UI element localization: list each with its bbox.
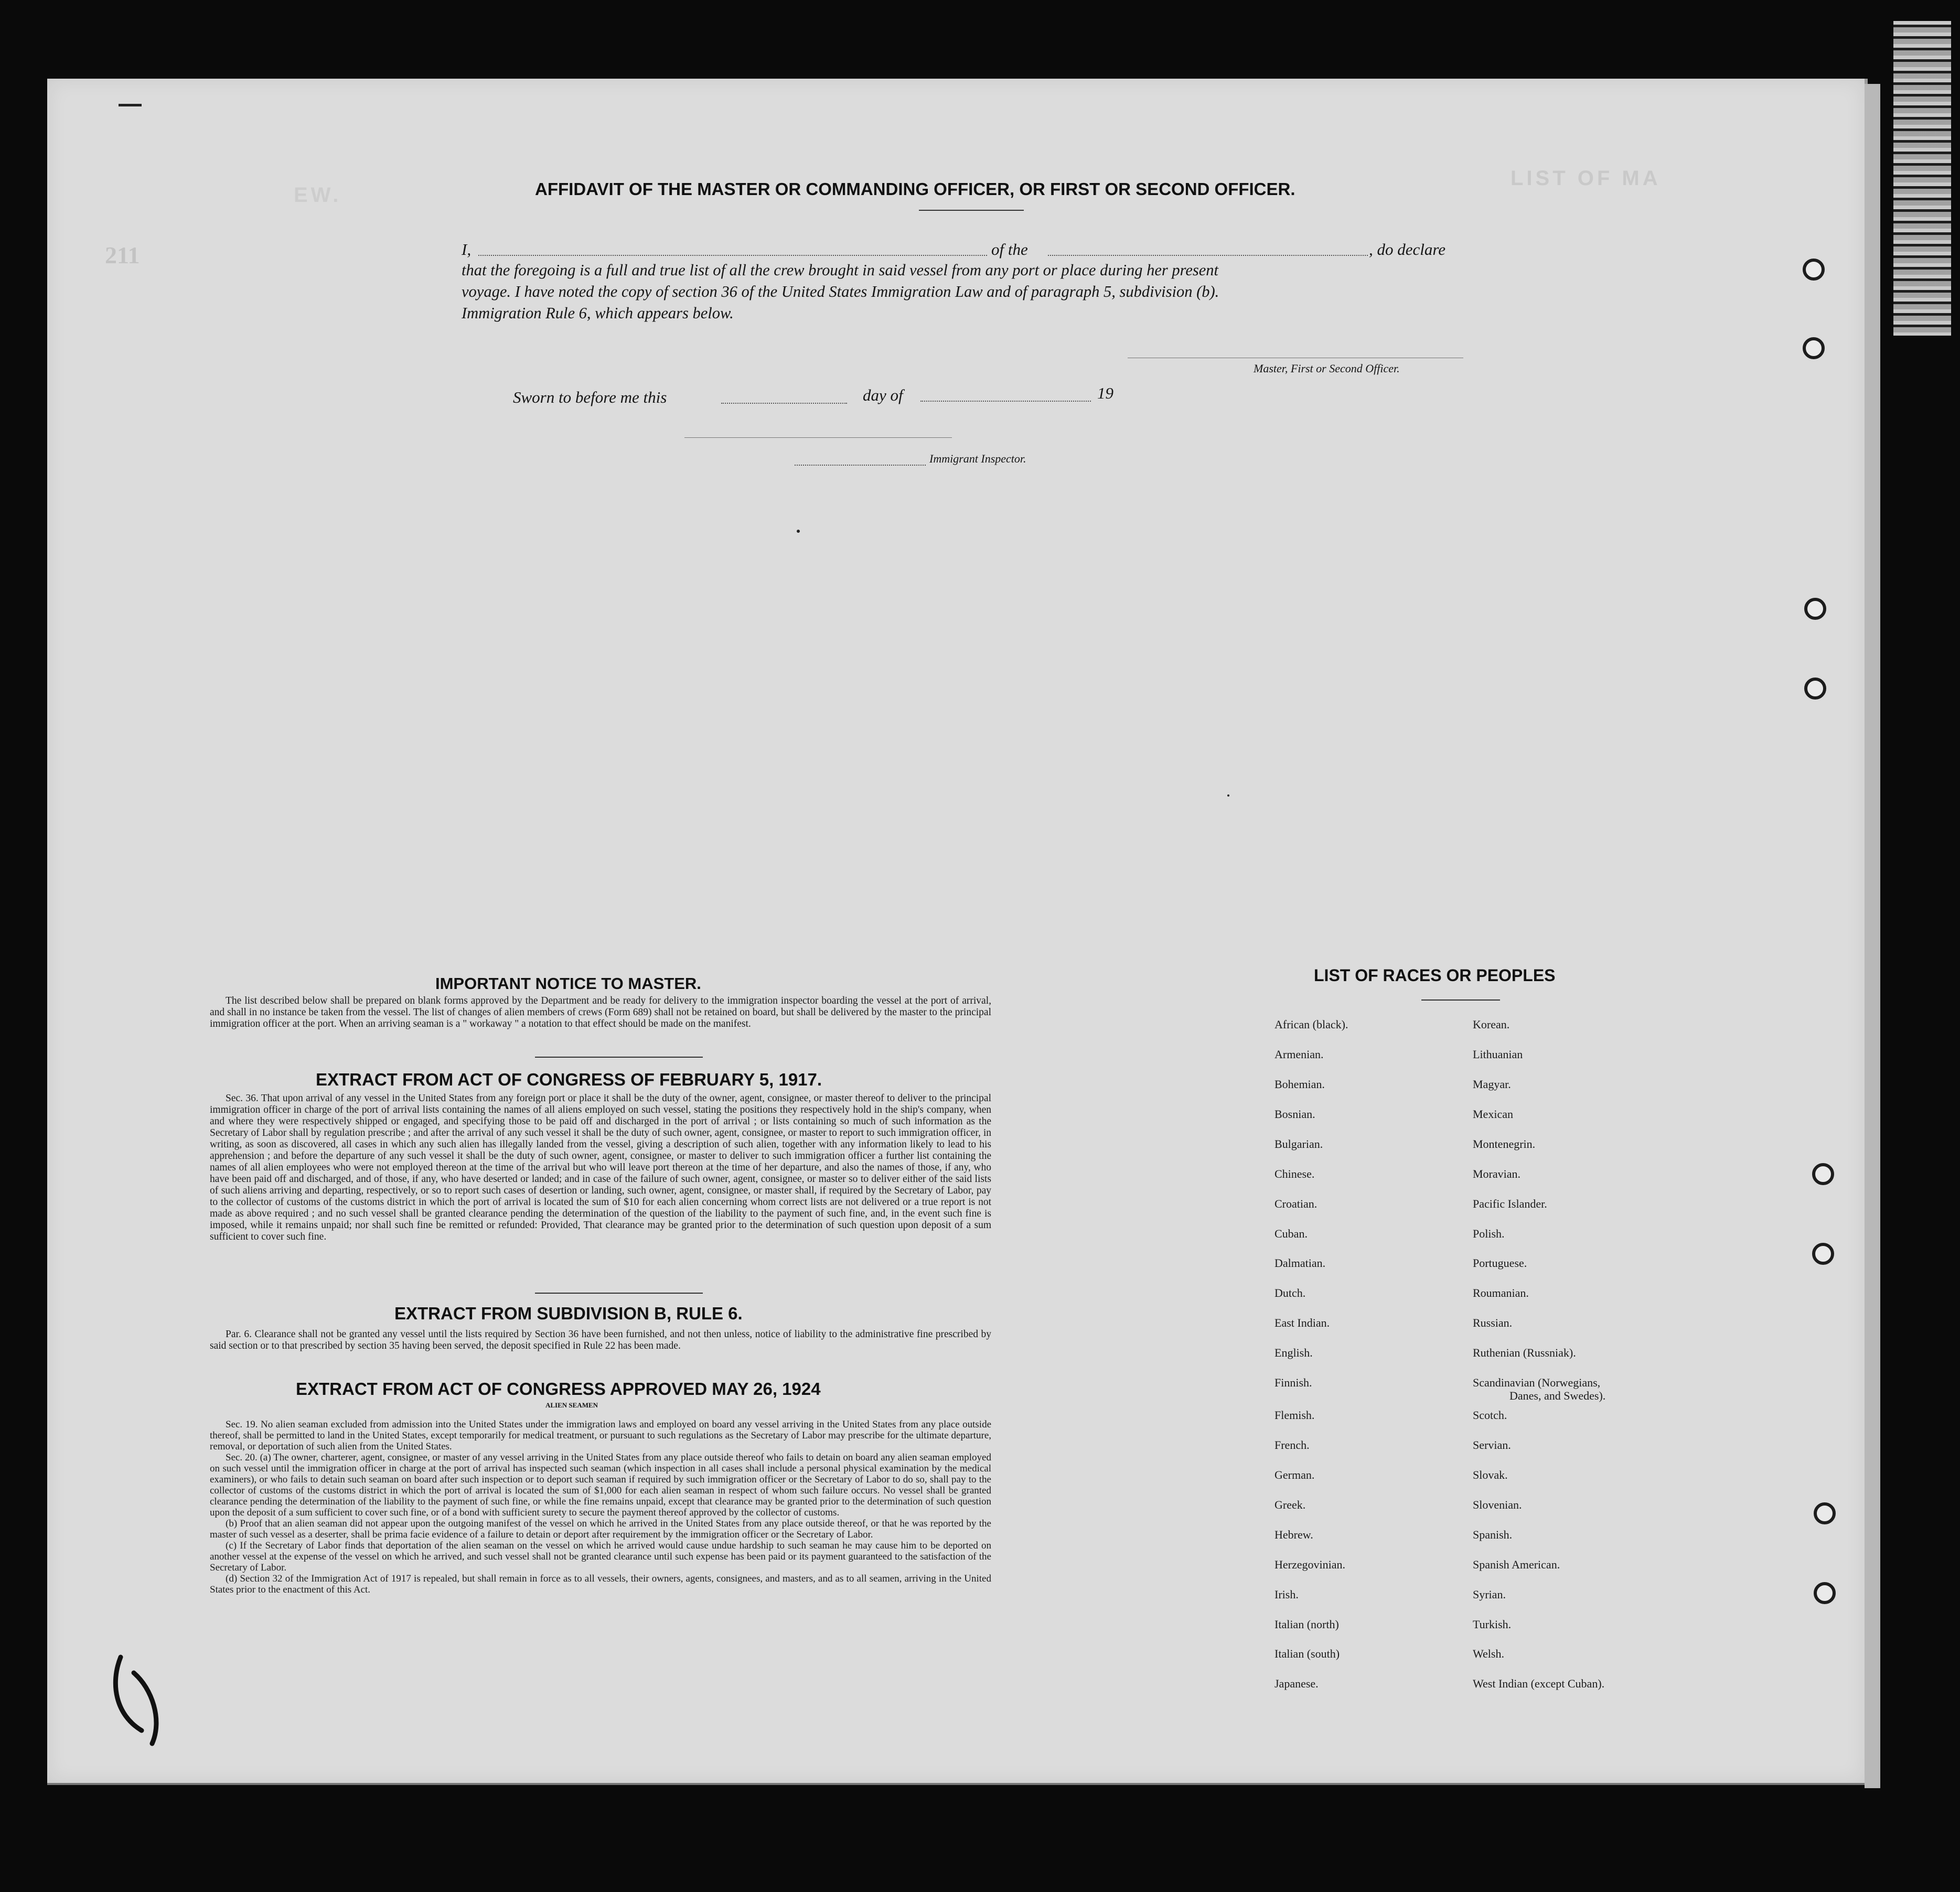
race-item: Cuban. <box>1274 1227 1308 1240</box>
par-6-paragraph: Par. 6. Clearance shall not be granted any vessel until the lists required by Section 36 have been furnished, and not then unless, notice of liability to the administrative fine prescribed by said section or to that prescribed by section 35 having been served, the deposit specified in Rule 22 has been made. <box>210 1329 991 1351</box>
affidavit-of-the: of the <box>991 240 1028 259</box>
race-item: Italian (north) <box>1274 1618 1339 1631</box>
race-item: Magyar. <box>1473 1078 1511 1091</box>
races-title: LIST OF RACES OR PEOPLES <box>1314 966 1556 985</box>
year-text: 19 <box>1097 384 1113 402</box>
binder-hole <box>1812 1163 1834 1185</box>
race-item: Japanese. <box>1274 1677 1319 1690</box>
page-edge <box>1865 84 1880 1788</box>
sworn-text: Sworn to before me this <box>513 388 667 406</box>
binder-hole <box>1804 678 1826 700</box>
binder-hole <box>1814 1582 1836 1604</box>
notice-paragraph: The list described below shall be prepared on blank forms approved by the Department and be ready for delivery to the immigration inspector boarding the vessel at the port of arrival, and shall in no instance be taken from the vessel. The list of changes of alien members of crews (Form 689) shall not be retained on board, but shall be delivered by the master to the principal immigration officer at the port. When an arriving seaman is a " workaway " a notation to that effect should be made on the manifest. <box>210 995 991 1029</box>
margin-mark <box>119 104 142 106</box>
race-item: Croatian. <box>1274 1197 1318 1210</box>
affidavit-line-2: that the foregoing is a full and true list of all the crew brought in said vessel from any port or place during her present <box>462 261 1219 279</box>
race-item: Lithuanian <box>1473 1048 1523 1061</box>
race-item: Scandinavian (Norwegians, <box>1473 1376 1601 1389</box>
sec-20c-paragraph: (c) If the Secretary of Labor finds that deportation of the alien seaman on the vessel on which he arrived would cause undue hardship to such seaman he may cause him to be deported on another vessel at the expense of the vessel on which he arrived, and such vessel shall not be granted clearance until such expense has been paid or its payment guaranteed to the satisfaction of the Secretary of Labor. <box>210 1540 991 1573</box>
binder-hole <box>1804 598 1826 620</box>
race-item: Korean. <box>1473 1018 1510 1031</box>
race-item: Spanish. <box>1473 1528 1513 1541</box>
section-rule <box>535 1057 703 1058</box>
race-item: West Indian (except Cuban). <box>1473 1677 1605 1690</box>
race-item: Dutch. <box>1274 1286 1306 1299</box>
binder-hole <box>1803 337 1825 359</box>
race-item: Bulgarian. <box>1274 1137 1323 1151</box>
page-speck <box>797 530 800 533</box>
race-item: Chinese. <box>1274 1167 1315 1180</box>
torn-edge-strip <box>1893 21 1951 336</box>
race-item: Dalmatian. <box>1274 1256 1326 1270</box>
inspector-line-2[interactable] <box>795 465 926 466</box>
races-title-rule <box>1421 999 1500 1001</box>
race-item: Bohemian. <box>1274 1078 1325 1091</box>
race-item: Portuguese. <box>1473 1256 1527 1270</box>
race-item: Moravian. <box>1473 1167 1521 1180</box>
binder-hole <box>1814 1502 1836 1524</box>
master-label: Master, First or Second Officer. <box>1254 362 1400 375</box>
bleed-through-number: 211 <box>105 242 140 268</box>
race-item: Irish. <box>1274 1588 1299 1601</box>
race-item: Spanish American. <box>1473 1558 1560 1571</box>
extract-1917-title: EXTRACT FROM ACT OF CONGRESS OF FEBRUARY 5, 1917. <box>316 1070 822 1089</box>
affidavit-i: I, <box>462 240 472 259</box>
race-item: Roumanian. <box>1473 1286 1529 1299</box>
race-item: Flemish. <box>1274 1409 1315 1422</box>
race-item: Scotch. <box>1473 1409 1507 1422</box>
race-item: Turkish. <box>1473 1618 1512 1631</box>
affidavit-line-3: voyage. I have noted the copy of section 36 of the United States Immigration Law and of paragraph 5, subdivision (b). <box>462 283 1219 300</box>
sec-20a-paragraph: Sec. 20. (a) The owner, charterer, agent, consignee, or master of any vessel arriving in the United States from any place outside thereof who fails to detain on board any alien seaman employed on such vessel until the immigration officer in charge at the port of arrival has inspected such seaman (which inspection in all cases shall include a personal physical examination by the medical examiners), or who fails to detain such seaman on board after such inspection or to deport such seaman if required by such immigration officer or the Secretary of Labor to do so, shall pay to the collector of customs of the customs district in which the port of arrival is located the sum of $1,000 for each alien seaman in respect of whom such failure occurs. No vessel shall be granted clearance pending the determination of the liability to the payment of such fine, or while the fine remains unpaid, except that clearance may be granted prior to the determination of such question upon the deposit of a sum sufficient to cover such fine, or of a bond with sufficient surety to secure the payment thereof approved by the collector of customs. <box>210 1452 991 1518</box>
extract-1924-body <box>210 1419 991 1595</box>
race-item: Greek. <box>1274 1498 1306 1511</box>
handwritten-mark <box>105 1652 173 1751</box>
race-item: Slovenian. <box>1473 1498 1522 1511</box>
race-item: Finnish. <box>1274 1376 1312 1389</box>
race-item: Montenegrin. <box>1473 1137 1536 1151</box>
race-item: African (black). <box>1274 1018 1348 1031</box>
affidavit-title: AFFIDAVIT OF THE MASTER OR COMMANDING OFFICER, OR FIRST OR SECOND OFFICER. <box>535 179 1295 199</box>
extract-rule6-body <box>210 1329 991 1352</box>
sec-36-paragraph: Sec. 36. That upon arrival of any vessel in the United States from any foreign port or place it shall be the duty of the owner, agent, consignee, or master thereof to deliver to the principal immigration officer in charge of the port of arrival lists containing the names of all aliens employed on such vessel, stating the positions they respectively hold in the ship's company, when and where they were respectively shipped or engaged, and specifying those to be paid off and discharged in the port of arrival ; or lists containing so much of such information as the Secretary of Labor shall by regulation prescribe ; and after the arrival of any such vessel it shall be the duty of such owner, agent, consignee, or master to report to such immigration officer, in writing, as soon as discovered, all cases in which any such alien has illegally landed from the vessel, giving a description of such alien, together with any information likely to lead to his apprehension ; and before the departure of any such vessel it shall be the duty of such owner, agent, consignee, or master to deliver to such immigration officer a further list containing the names of all alien employees who were not employed thereon at the time of the arrival but who will leave port thereon at the time of her departure, and also the names of those, if any, who have been paid off and discharged, and of those, if any, who have deserted or landed; and in case of the failure of such owner, agent, consignee, or master so to deliver either of the said lists of such aliens arriving and departing, respectively, or so to report such cases of desertion or landing, such owner, agent, consignee, or master shall, if required by the Secretary of Labor, pay to the collector of customs of the customs district in which the port of arrival is located the sum of $10 for each alien concerning whom correct lists are not delivered or a true report is not made as above required ; and no such vessel shall be granted clearance pending the determination of the question of the liability to the payment of such fine, and, in the event such fine is imposed, while it remains unpaid; nor shall such fine be remitted or refunded: Provided, That clearance may be granted prior to the determination of such question upon deposit of a sum sufficient to cover such fine. <box>210 1093 991 1242</box>
race-item: Servian. <box>1473 1438 1511 1452</box>
race-item: German. <box>1274 1468 1315 1481</box>
affidavit-title-rule <box>919 210 1024 211</box>
race-item: English. <box>1274 1346 1313 1359</box>
day-of-text: day of <box>863 386 903 404</box>
race-item: Italian (south) <box>1274 1647 1340 1660</box>
race-item: Russian. <box>1473 1316 1513 1329</box>
inspector-line-1[interactable] <box>684 437 952 438</box>
vessel-blank[interactable] <box>1048 255 1368 256</box>
notice-body <box>210 995 991 1030</box>
race-item: Mexican <box>1473 1108 1513 1121</box>
extract-1924-title: EXTRACT FROM ACT OF CONGRESS APPROVED MAY 26, 1924 <box>296 1379 821 1399</box>
month-blank[interactable] <box>920 401 1091 402</box>
race-item: Slovak. <box>1473 1468 1508 1481</box>
extract-rule6-title: EXTRACT FROM SUBDIVISION B, RULE 6. <box>394 1304 743 1323</box>
notice-title: IMPORTANT NOTICE TO MASTER. <box>435 974 701 993</box>
race-item: East Indian. <box>1274 1316 1330 1329</box>
sec-19-paragraph: Sec. 19. No alien seaman excluded from admission into the United States under the immigration laws and employed on board any vessel arriving in the United States from any place outside thereof, shall be permitted to land in the United States, except temporarily for medical treatment, or pursuant to such regulations as the Secretary of Labor may prescribe for the ultimate departure, removal, or deportation of such alien from the United States. <box>210 1419 991 1452</box>
race-item: Herzegovinian. <box>1274 1558 1345 1571</box>
binder-hole <box>1803 259 1825 281</box>
section-rule <box>535 1293 703 1294</box>
binder-hole <box>1812 1243 1834 1265</box>
bleed-through-text-left: EW. <box>294 184 342 207</box>
bleed-through-text: LIST OF MA <box>1511 167 1661 190</box>
race-item: Polish. <box>1473 1227 1505 1240</box>
race-item: Pacific Islander. <box>1473 1197 1547 1210</box>
sec-20b-paragraph: (b) Proof that an alien seaman did not appear upon the outgoing manifest of the vessel on which he arrived in the United States from any place outside thereof, or that he was reported by the master of such vessel as a deserter, shall be prima facie evidence of a failure to detain or deport after requirement by the immigration officer or the Secretary of Labor. <box>210 1518 991 1540</box>
name-blank[interactable] <box>478 255 987 256</box>
day-blank[interactable] <box>721 403 847 404</box>
page-speck <box>1227 794 1229 797</box>
inspector-label: Immigrant Inspector. <box>929 452 1026 465</box>
affidavit-line-4: Immigration Rule 6, which appears below. <box>462 304 734 322</box>
alien-seamen-subtitle: ALIEN SEAMEN <box>545 1401 598 1409</box>
affidavit-declare: , do declare <box>1369 240 1446 259</box>
race-item: French. <box>1274 1438 1310 1452</box>
race-item: Ruthenian (Russniak). <box>1473 1346 1576 1359</box>
race-item: Armenian. <box>1274 1048 1324 1061</box>
race-item: Hebrew. <box>1274 1528 1313 1541</box>
race-item: Bosnian. <box>1274 1108 1315 1121</box>
extract-1917-body <box>210 1093 991 1243</box>
race-item: Syrian. <box>1473 1588 1506 1601</box>
race-item: Welsh. <box>1473 1647 1504 1660</box>
sec-20d-paragraph: (d) Section 32 of the Immigration Act of 1917 is repealed, but shall remain in force as to all vessels, their owners, agents, consignees, and masters, and as to all seamen, arriving in the United States prior to the enactment of this Act. <box>210 1573 991 1595</box>
race-item: Danes, and Swedes). <box>1509 1389 1606 1402</box>
